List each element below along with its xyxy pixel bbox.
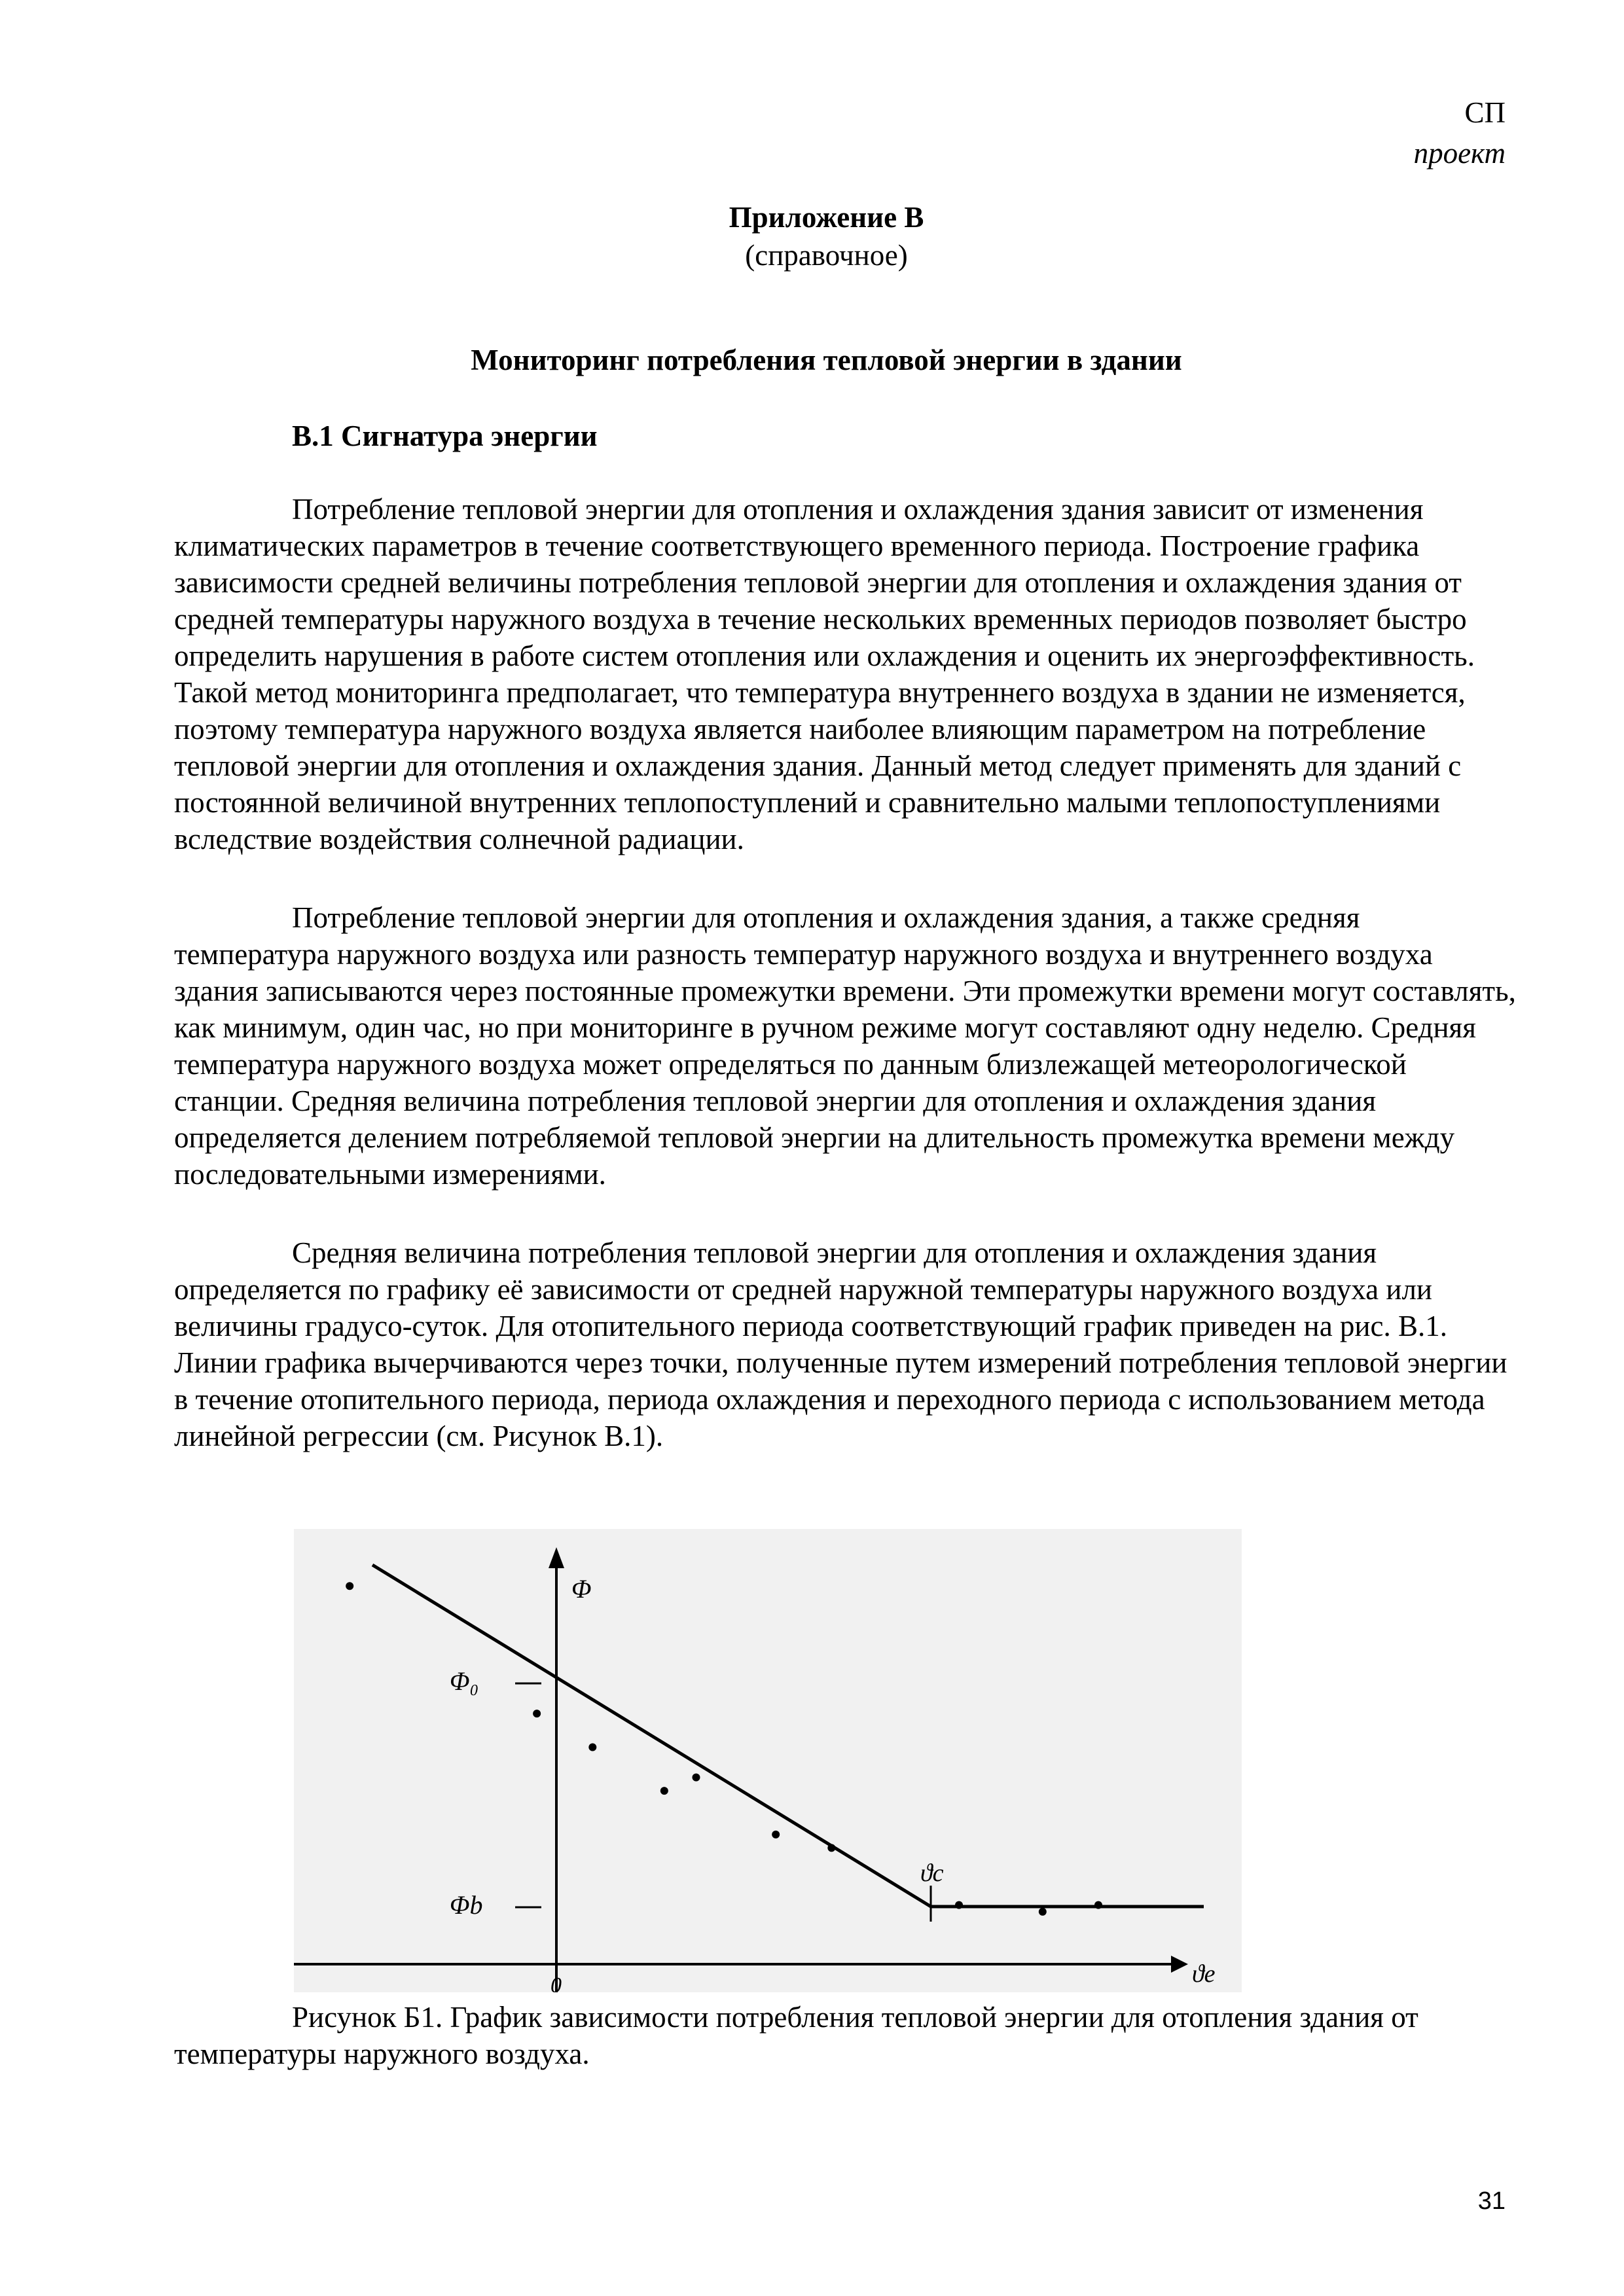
data-point — [955, 1901, 963, 1909]
paragraph-3-text: Средняя величина потребления тепловой энергии для отопления и охлаждения здания определяется по графику её зависимости от средней наружной температуры наружного воздуха или величины градусо-суток. Для отопительного периода соответствующий график приведен на рис. В.1. Линии графика вычерчиваются через точки, полученные путем измерений потребления тепловой энергии в течение отопительного периода, периода охлаждения и переходного периода с использованием метода линейной регрессии (см. Рисунок В.1). — [174, 1236, 1507, 1452]
measurement-points — [346, 1582, 1102, 1916]
document-status: проект — [1413, 137, 1506, 170]
data-point — [827, 1844, 835, 1852]
data-point — [772, 1831, 780, 1839]
section-title: В.1 Сигнатура энергии — [292, 420, 598, 452]
paragraph-2 — [174, 899, 1516, 1193]
x-axis-arrow — [1171, 1956, 1188, 1973]
paragraph-1 — [174, 491, 1516, 857]
data-point — [1094, 1901, 1102, 1909]
energy-signature-chart — [294, 1529, 1242, 1992]
figure-caption-text: Рисунок Б1. График зависимости потребления тепловой энергии для отопления здания от температуры наружного воздуха. — [174, 2001, 1418, 2070]
data-point — [1039, 1908, 1047, 1916]
paragraph-2-text: Потребление тепловой энергии для отопления и охлаждения здания, а также средняя температура наружного воздуха или разность температур наружного воздуха и внутреннего воздуха здания записываются через постоянные промежутки времени. Эти промежутки времени могут составлять, как минимум, один час, но при мониторинге в ручном режиме могут составляют одну неделю. Средняя температура наружного воздуха может определяться по данным близлежащей метеорологической станции. Средняя величина потребления тепловой энергии для отопления и охлаждения здания определяется делением потребляемой тепловой энергии на длительность промежутка времени между последовательными измерениями. — [174, 901, 1516, 1191]
data-point — [346, 1582, 353, 1590]
y-axis-arrow — [549, 1547, 564, 1568]
data-point — [588, 1743, 596, 1751]
regression-line-heating — [372, 1565, 931, 1907]
page-number: 31 — [1477, 2187, 1506, 2215]
data-point — [692, 1774, 700, 1782]
paragraph-1-text: Потребление тепловой энергии для отопления и охлаждения здания зависит от изменения климатических параметров в течение соответствующего временного периода. Построение графика зависимости средней величины потребления тепловой энергии для отопления и охлаждения здания от средней температуры наружного воздуха в течение нескольких временных периодов позволяет быстро определить нарушения в работе систем отопления или охлаждения и оценить их энергоэффективность. Такой метод мониторинга предполагает, что температура внутреннего воздуха в здании не изменяется, поэтому температура наружного воздуха является наиболее влияющим параметром на потребление тепловой энергии для отопления и охлаждения здания. Данный метод следует применять для зданий с постоянной величиной внутренних теплопоступлений и сравнительно малыми теплопоступлениями вследствие воздействия солнечной радиации. — [174, 493, 1475, 855]
paragraph-3 — [174, 1234, 1516, 1454]
appendix-title: Приложение В — [729, 201, 924, 234]
phib-label: Φb — [450, 1890, 483, 1920]
origin-label: 0 — [550, 1973, 562, 1992]
break-label: ϑc — [920, 1859, 944, 1887]
data-point — [660, 1787, 668, 1795]
appendix-type: (справочное) — [745, 239, 908, 272]
y-axis-label: Φ — [571, 1574, 592, 1604]
document-code: СП — [1464, 96, 1506, 129]
data-point — [533, 1710, 541, 1717]
figure-caption — [174, 1999, 1516, 2072]
x-axis-label: ϑe — [1192, 1960, 1216, 1988]
phi0-label: Φ₀ — [450, 1666, 479, 1696]
figure-energy-signature — [294, 1529, 1242, 1992]
appendix-main-title: Мониторинг потребления тепловой энергии в здании — [471, 344, 1182, 376]
